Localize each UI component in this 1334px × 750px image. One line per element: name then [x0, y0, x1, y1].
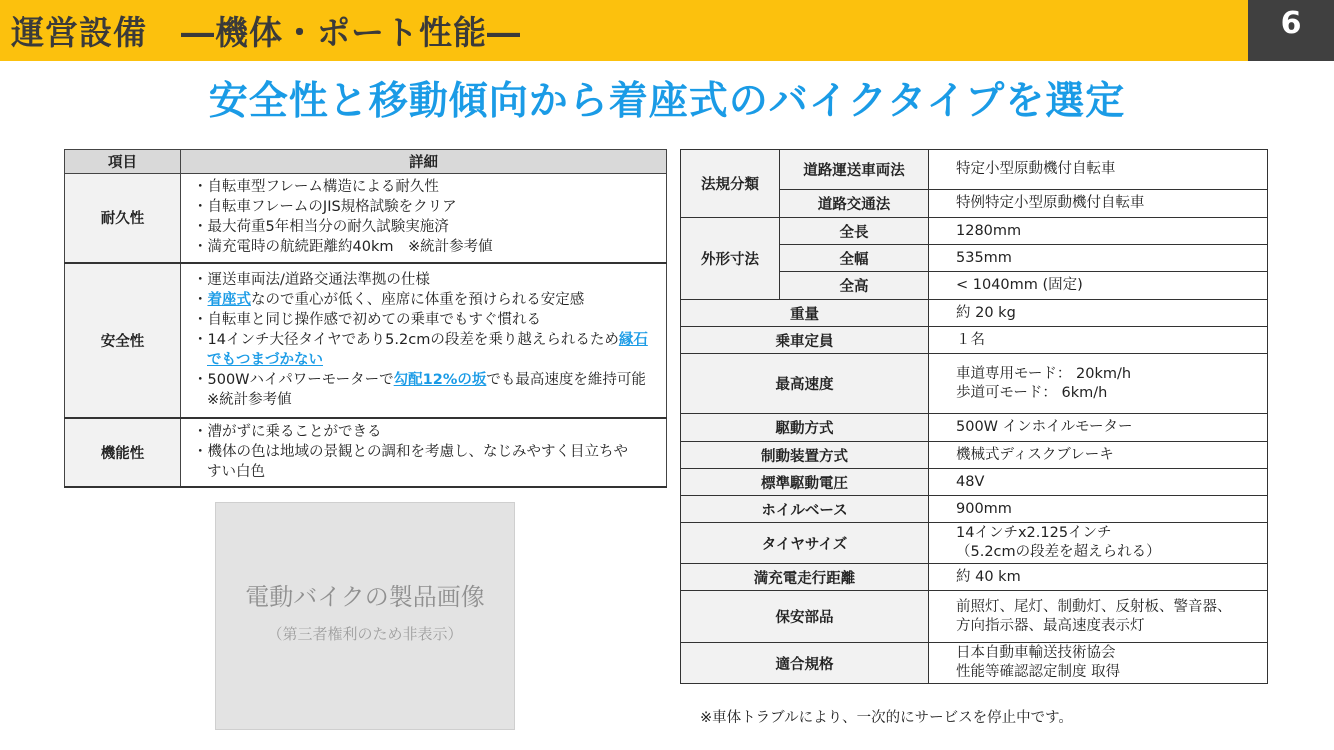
- width-label: 全幅: [780, 245, 929, 272]
- table-row: [681, 218, 1268, 245]
- table-row: [681, 523, 1268, 564]
- weight-label: 重量: [681, 300, 929, 327]
- table-row: [681, 414, 1268, 442]
- spec-table: [680, 149, 1268, 684]
- header-bar: [0, 0, 1248, 61]
- capacity-label: 乗車定員: [681, 327, 929, 354]
- table-row: [681, 354, 1268, 414]
- dimensions-group-label: 外形寸法: [681, 218, 780, 300]
- drive-value: 500W インホイルモーター: [929, 414, 1268, 442]
- brake-label: 制動装置方式: [681, 442, 929, 469]
- highlight-curb: 縁石でもつまづかない: [207, 331, 648, 368]
- tire-line: 14インチx2.125インチ: [956, 525, 1112, 541]
- table-row: [681, 442, 1268, 469]
- road-transport-value: 特定小型原動機付自転車: [929, 150, 1268, 190]
- max-speed-line: 歩道可モード： 6km/h: [956, 384, 1108, 401]
- tire-label: タイヤサイズ: [681, 523, 929, 564]
- table-row: [681, 496, 1268, 523]
- range-value: 約 40 km: [929, 564, 1268, 591]
- placeholder-main-text: 電動バイクの製品画像: [245, 583, 485, 611]
- page-title: 運営設備 ―機体・ポート性能―: [11, 13, 521, 52]
- table-row: [65, 263, 667, 418]
- table-row: [681, 327, 1268, 354]
- tire-value: [929, 523, 1268, 564]
- road-transport-label: 道路運送車両法: [780, 150, 929, 190]
- table-row: [681, 150, 1268, 190]
- length-label: 全長: [780, 218, 929, 245]
- weight-value: 約 20 kg: [929, 300, 1268, 327]
- height-value: < 1040mm (固定): [929, 272, 1268, 300]
- detail-line: ・着座式なので重心が低く、座席に体重を預けられる安定感: [193, 291, 585, 308]
- footnote: ※車体トラブルにより、一次的にサービスを停止中です。: [700, 710, 1073, 726]
- table-row: [65, 174, 667, 263]
- highlight-seated: 着座式: [207, 291, 251, 308]
- table-row: [681, 300, 1268, 327]
- legal-group-label: 法規分類: [681, 150, 780, 218]
- safety-label: 安全性: [65, 263, 181, 418]
- detail-line: ・機体の色は地域の景観との調和を考慮し、なじみやすく目立ちやすい白色: [193, 443, 628, 480]
- detail-line: ・満充電時の航続距離約40km ※統計参考値: [193, 239, 493, 256]
- standard-line: 日本自動車輸送技術協会: [956, 645, 1116, 661]
- width-value: 535mm: [929, 245, 1268, 272]
- road-traffic-value: 特例特定小型原動機付自転車: [929, 190, 1268, 218]
- range-label: 満充電走行距離: [681, 564, 929, 591]
- table-row: [681, 643, 1268, 684]
- max-speed-line: 車道専用モード： 20km/h: [956, 365, 1132, 382]
- table-row: [681, 469, 1268, 496]
- function-label: 機能性: [65, 418, 181, 487]
- wheelbase-label: ホイルベース: [681, 496, 929, 523]
- capacity-value: １名: [929, 327, 1268, 354]
- col-detail-header: 詳細: [181, 150, 667, 174]
- highlight-slope: 勾配12%の坂: [393, 371, 487, 388]
- detail-line: ・500Wハイパワーモーターで勾配12%の坂でも最高速度を維持可能 ※統計参考値: [193, 371, 661, 408]
- feature-table-header: [65, 150, 667, 174]
- height-label: 全高: [780, 272, 929, 300]
- brake-value: 機械式ディスクブレーキ: [929, 442, 1268, 469]
- detail-line: ・14インチ大径タイヤであり5.2cmの段差を乗り越えられるため縁石でもつまづかない: [193, 331, 648, 368]
- wheelbase-value: 900mm: [929, 496, 1268, 523]
- standard-value: [929, 643, 1268, 684]
- safety-parts-line: 前照灯、尾灯、制動灯、反射板、警音器、: [956, 598, 1232, 615]
- drive-label: 駆動方式: [681, 414, 929, 442]
- durability-detail: [181, 174, 667, 263]
- durability-label: 耐久性: [65, 174, 181, 263]
- safety-detail: [181, 263, 667, 418]
- road-traffic-label: 道路交通法: [780, 190, 929, 218]
- product-image-placeholder: [215, 502, 515, 730]
- col-item-header: 項目: [65, 150, 181, 174]
- detail-line: ・自転車と同じ操作感で初めての乗車でもすぐ慣れる: [193, 311, 541, 328]
- voltage-value: 48V: [929, 469, 1268, 496]
- table-row: [681, 564, 1268, 591]
- detail-line: ・最大荷重5年相当分の耐久試験実施済: [193, 219, 449, 236]
- max-speed-label: 最高速度: [681, 354, 929, 414]
- length-value: 1280mm: [929, 218, 1268, 245]
- function-detail: [181, 418, 667, 487]
- tire-line: （5.2cmの段差を超えられる）: [956, 544, 1161, 560]
- standard-label: 適合規格: [681, 643, 929, 684]
- table-row: [65, 418, 667, 487]
- table-row: [681, 591, 1268, 643]
- detail-line: ・自転車フレームのJIS規格試験をクリア: [193, 199, 457, 216]
- detail-line: ・自転車型フレーム構造による耐久性: [193, 179, 439, 196]
- detail-line: ・漕がずに乗ることができる: [193, 423, 382, 440]
- page-number: 6: [1248, 0, 1334, 61]
- standard-line: 性能等確認認定制度 取得: [956, 664, 1121, 680]
- headline: 安全性と移動傾向から着座式のバイクタイプを選定: [208, 79, 1126, 124]
- placeholder-sub-text: （第三者権利のため非表示）: [267, 625, 463, 643]
- detail-line: ・運送車両法/道路交通法準拠の仕様: [193, 271, 430, 288]
- voltage-label: 標準駆動電圧: [681, 469, 929, 496]
- feature-table: [64, 149, 667, 488]
- safety-parts-value: [929, 591, 1268, 643]
- safety-parts-line: 方向指示器、最高速度表示灯: [956, 617, 1145, 634]
- safety-parts-label: 保安部品: [681, 591, 929, 643]
- max-speed-value: [929, 354, 1268, 414]
